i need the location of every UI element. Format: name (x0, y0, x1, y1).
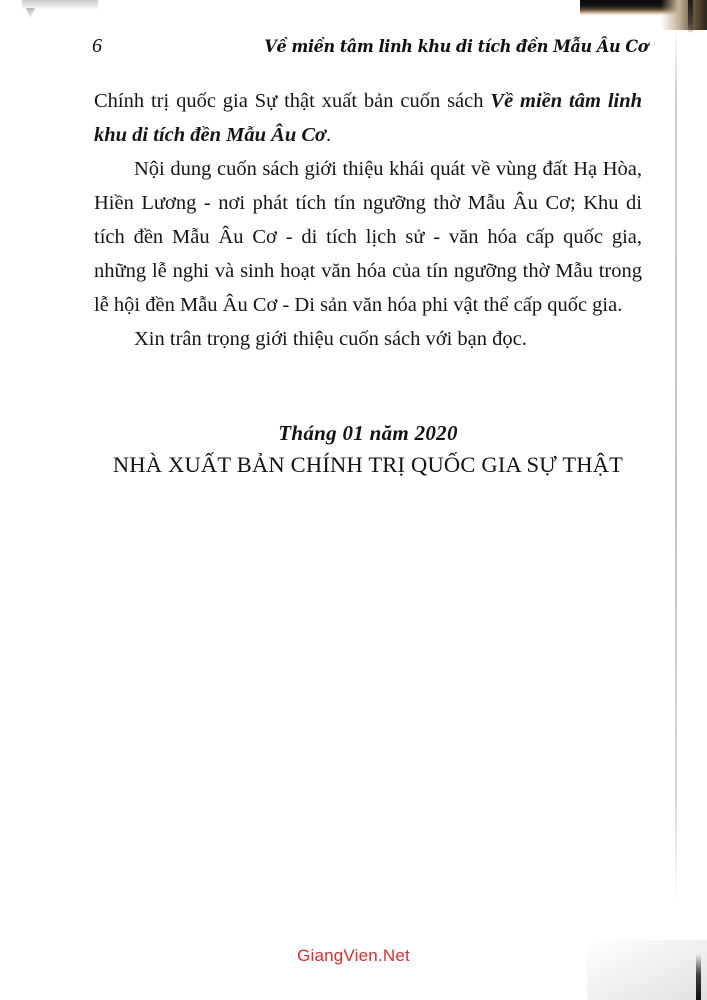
closing-block (94, 418, 642, 482)
scan-artifact-top-left-nub (26, 8, 35, 19)
scan-artifact-right-edge (675, 26, 677, 906)
scan-artifact-top-right (580, 0, 707, 16)
scan-artifact-top-right-bar (688, 0, 693, 33)
scan-artifact-top-left (22, 0, 98, 10)
body-text-column (94, 84, 642, 356)
paragraph-1-lead: Chính trị quốc gia Sự thật xuất bản cuốn sách (94, 90, 491, 112)
watermark: GiangVien.Net (297, 946, 410, 965)
page-number: 6 (92, 35, 102, 57)
running-head (92, 36, 648, 64)
scan-artifact-top-right-tail (661, 0, 707, 30)
publisher-name: NHÀ XUẤT BẢN CHÍNH TRỊ QUỐC GIA SỰ THẬT (112, 452, 624, 477)
paragraph-book-summary: Nội dung cuốn sách giới thiệu khái quát về vùng đất Hạ Hòa, Hiền Lương - nơi phát tích tín ngưỡng thờ Mẫu Âu Cơ; Khu di tích đền Mẫu Âu Cơ - di tích lịch sử - văn hóa cấp quốc gia, những lễ nghi và sinh hoạt văn hóa của tín ngưỡng thờ Mẫu trong lễ hội đền Mẫu Âu Cơ - Di sản văn hóa phi vật thể cấp quốc gia. (94, 158, 642, 316)
book-title-inline: Về miền tâm linh khu di tích đền Mẫu Âu Cơ (94, 90, 643, 146)
publication-date: Tháng 01 năm 2020 (278, 421, 458, 445)
paragraph-closing-invitation: Xin trân trọng giới thiệu cuốn sách với bạn đọc. (134, 328, 527, 350)
running-head-title: Về miền tâm linh khu di tích đền Mẫu Âu Cơ (264, 37, 648, 57)
paragraph-publisher-statement (94, 84, 642, 152)
paragraph-1-tail: . (326, 124, 332, 146)
